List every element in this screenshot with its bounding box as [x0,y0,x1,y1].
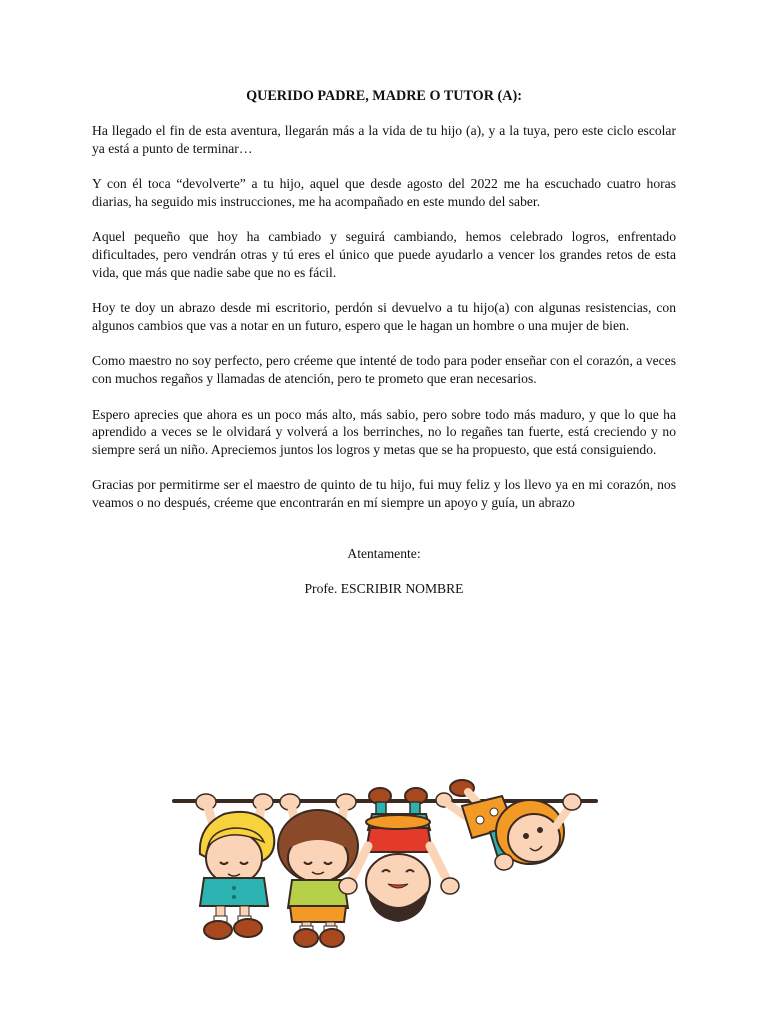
paragraph: Aquel pequeño que hoy ha cambiado y seguirá cambiando, hemos celebrado logros, enfrentado dificultades, pero vendrán otras y tú eres el único que puede ayudarlo a vencer los grandes retos de esta vida, que más que nadie sabe que no es fácil. [92,229,676,280]
letter-title: QUERIDO PADRE, MADRE O TUTOR (A): [246,88,522,104]
paragraph: Como maestro no soy perfecto, pero créeme que intenté de todo para poder enseñar con el corazón, a veces con muchos regaños y llamadas de atención, pero te prometo que eran necesarios. [92,353,676,386]
letter-body [92,122,676,530]
kid-side-hanging [436,780,581,870]
paragraph: Ha llegado el fin de esta aventura, llegarán más a la vida de tu hijo (a), y a la tuya, pero este ciclo escolar ya está a punto de terminar… [92,123,676,156]
paragraph: Hoy te doy un abrazo desde mi escritorio, perdón si devuelvo a tu hijo(a) con algunas resistencias, con algunos cambios que vas a notar en un futuro, espero que le hagan un hombre o una mujer de bien. [92,300,676,333]
paragraph: Gracias por permitirme ser el maestro de quinto de tu hijo, fui muy feliz y los llevo ya en mi corazón, nos veamos o no después, créeme que encontrarán en mí siempre un apoyo y guía, un abrazo [92,477,676,510]
paragraph: Y con él toca “devolverte” a tu hijo, aquel que desde agosto del 2022 me ha escuchado cuatro horas diarias, ha seguido mis instrucciones, me ha acompañado en este mundo del saber. [92,176,676,209]
kid-blonde-girl [196,794,274,939]
kids-hanging-illustration [168,766,604,951]
paragraph: Espero aprecies que ahora es un poco más alto, más sabio, pero sobre todo más maduro, y que lo que ha aprendido a veces se le olvidará y volverá a los berrinches, no lo regañes tan fuerte, está creciendo y no siempre será un niño. Apreciemos juntos los logros y metas que se ha propuesto, que está consiguiendo. [92,406,676,457]
closing-salutation: Atentamente: [347,546,421,561]
kid-brown-boy [278,794,358,947]
signature: Profe. ESCRIBIR NOMBRE [304,581,464,596]
